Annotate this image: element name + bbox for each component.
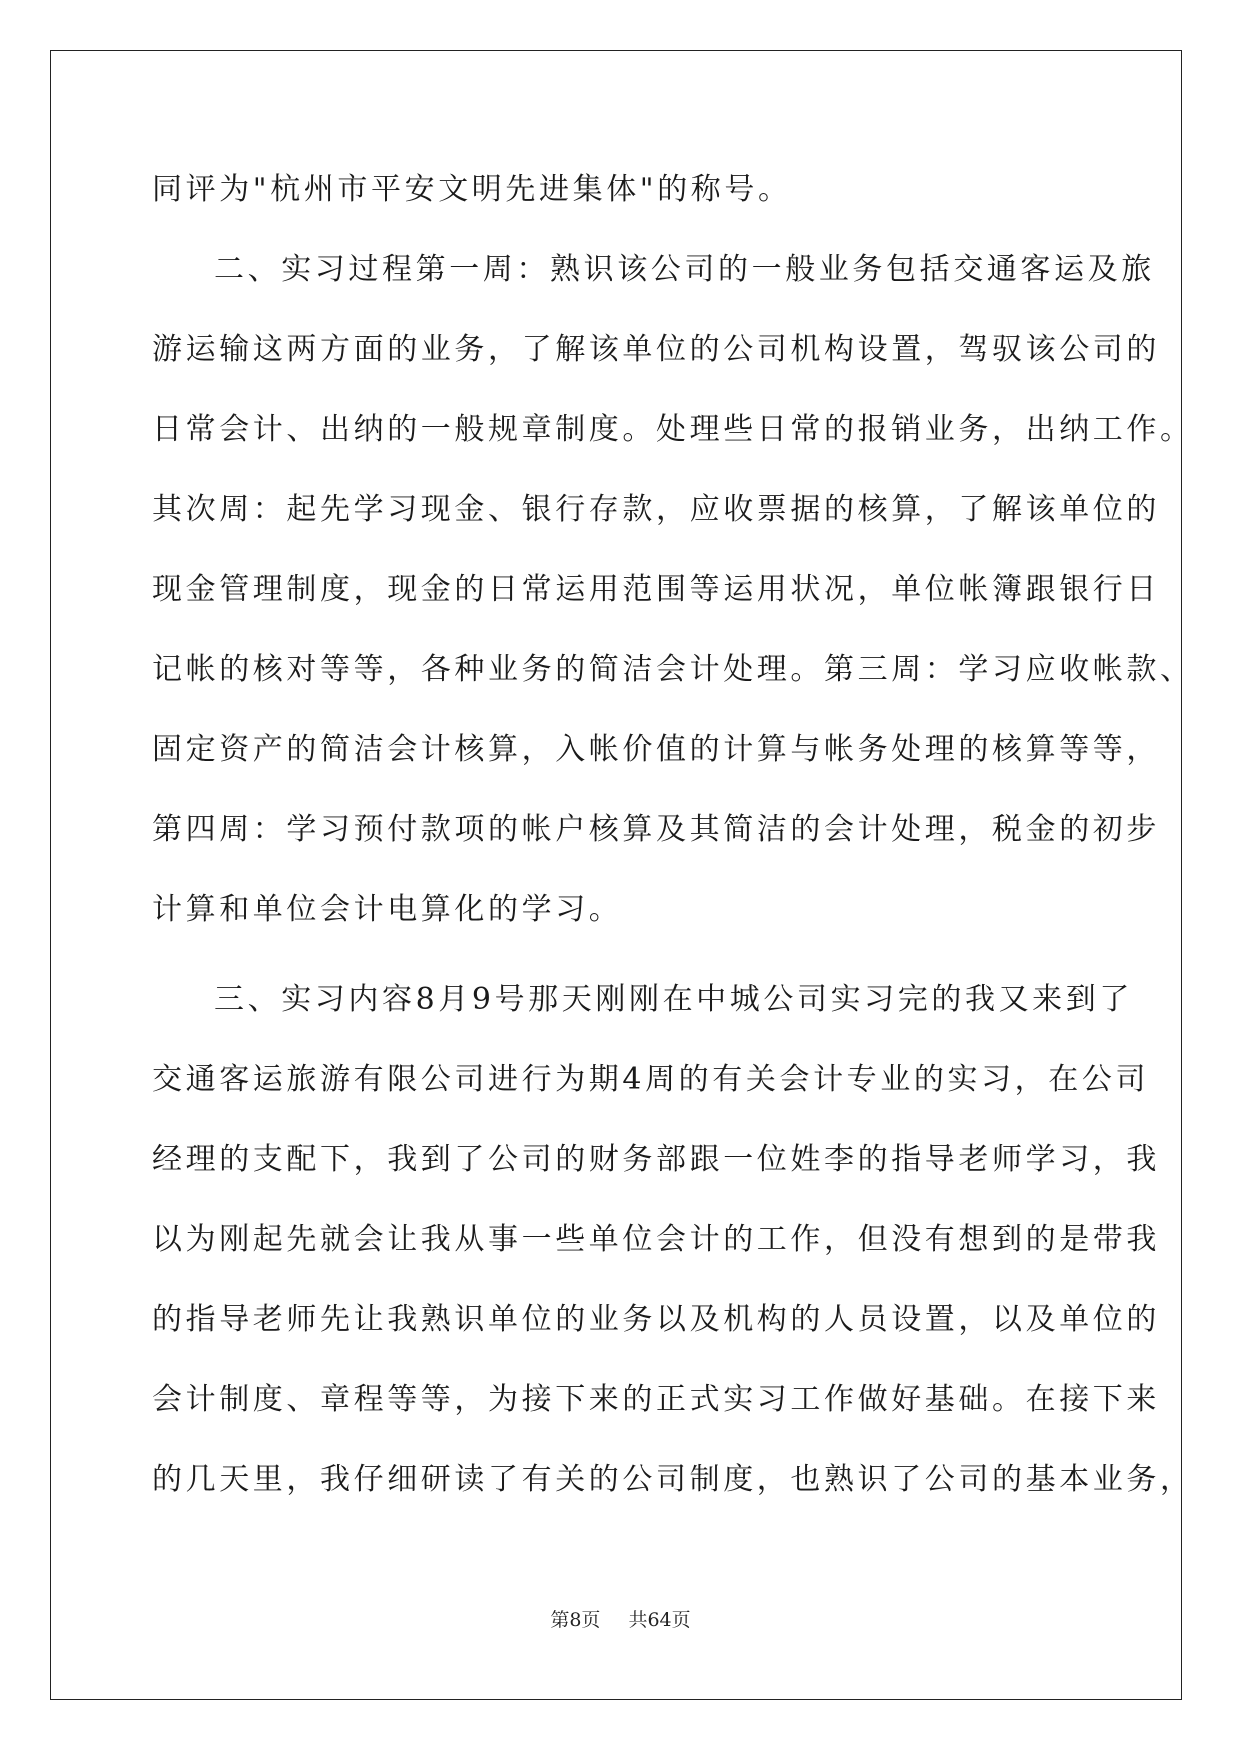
text-line: 游运输这两方面的业务，了解该单位的公司机构设置，驾驭该公司的 <box>152 332 1160 367</box>
page-footer <box>0 1605 1241 1632</box>
page-number: 第8页 <box>550 1609 601 1631</box>
text-line: 以为刚起先就会让我从事一些单位会计的工作，但没有想到的是带我 <box>152 1222 1160 1257</box>
text-line: 第四周：学习预付款项的帐户核算及其简洁的会计处理，税金的初步 <box>152 812 1160 847</box>
total-pages: 共64页 <box>628 1609 691 1631</box>
text-line: 计算和单位会计电算化的学习。 <box>152 892 623 927</box>
paragraph-start-line: 三、实习内容8月9号那天刚刚在中城公司实习完的我又来到了 <box>214 982 1133 1017</box>
text-line: 日常会计、出纳的一般规章制度。处理些日常的报销业务，出纳工作。 <box>152 412 1194 447</box>
text-line: 固定资产的简洁会计核算，入帐价值的计算与帐务处理的核算等等， <box>152 732 1160 767</box>
text-line: 交通客运旅游有限公司进行为期4周的有关会计专业的实习，在公司 <box>152 1062 1150 1097</box>
paragraph-start-line: 二、实习过程第一周：熟识该公司的一般业务包括交通客运及旅 <box>214 252 1155 287</box>
document-body <box>152 150 1194 1520</box>
text-line: 其次周：起先学习现金、银行存款，应收票据的核算，了解该单位的 <box>152 492 1160 527</box>
text-line: 会计制度、章程等等，为接下来的正式实习工作做好基础。在接下来 <box>152 1382 1160 1417</box>
text-line: 的几天里，我仔细研读了有关的公司制度，也熟识了公司的基本业务， <box>152 1462 1194 1497</box>
text-line: 记帐的核对等等，各种业务的简洁会计处理。第三周：学习应收帐款、 <box>152 652 1194 687</box>
text-line: 同评为"杭州市平安文明先进集体"的称号。 <box>152 172 792 207</box>
text-line: 的指导老师先让我熟识单位的业务以及机构的人员设置，以及单位的 <box>152 1302 1160 1337</box>
text-line: 现金管理制度，现金的日常运用范围等运用状况，单位帐簿跟银行日 <box>152 572 1160 607</box>
text-line: 经理的支配下，我到了公司的财务部跟一位姓李的指导老师学习，我 <box>152 1142 1160 1177</box>
